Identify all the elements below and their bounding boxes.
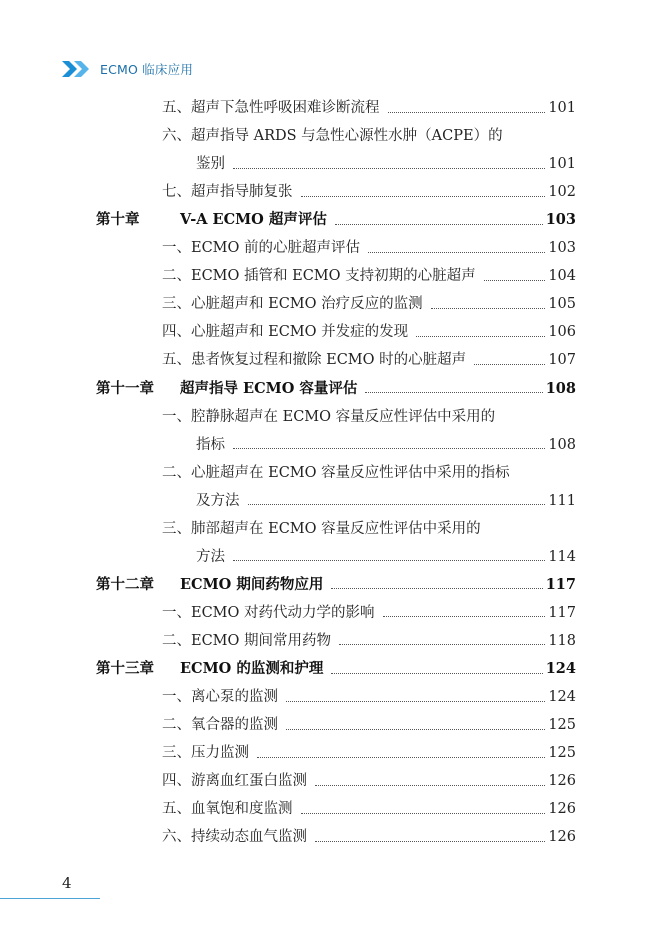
section-number: 四、 xyxy=(162,773,191,790)
leader-dots xyxy=(286,701,545,702)
leader-dots xyxy=(315,841,545,842)
section-number: 三、 xyxy=(162,745,191,762)
page-ref: 126 xyxy=(548,829,576,846)
toc-entry-row[interactable] xyxy=(162,631,576,651)
section-number: 一、 xyxy=(162,408,191,425)
chapter-number: 第十二章 xyxy=(96,575,154,593)
toc-entry-row[interactable] xyxy=(196,491,576,511)
leader-dots xyxy=(431,308,546,309)
toc-chapter-row[interactable] xyxy=(96,659,576,679)
page-ref: 105 xyxy=(548,296,576,313)
page-ref: 108 xyxy=(548,436,576,453)
entry-title: 氧合器的监测 xyxy=(191,717,278,734)
page-ref: 106 xyxy=(548,324,576,341)
footer-rule xyxy=(0,898,100,899)
page-ref: 103 xyxy=(548,240,576,257)
page-ref: 124 xyxy=(545,660,576,677)
entry-title: V-A ECMO 超声评估 xyxy=(180,211,327,229)
toc-entry-row[interactable] xyxy=(196,547,576,567)
entry-title: 肺部超声在 ECMO 容量反应性评估中采用的 xyxy=(191,520,481,537)
section-number: 五、 xyxy=(162,352,191,369)
page-ref: 101 xyxy=(548,156,576,173)
page-ref: 102 xyxy=(548,184,576,201)
leader-dots xyxy=(484,280,546,281)
toc-entry-row[interactable] xyxy=(162,266,576,286)
entry-title: ECMO 期间常用药物 xyxy=(191,632,332,649)
leader-dots xyxy=(368,252,545,253)
leader-dots xyxy=(315,785,545,786)
entry-title: 腔静脉超声在 ECMO 容量反应性评估中采用的 xyxy=(191,408,496,425)
section-number: 七、 xyxy=(162,184,191,201)
page-ref: 107 xyxy=(548,352,576,369)
page-ref: 117 xyxy=(548,604,576,621)
page-ref: 124 xyxy=(548,689,576,706)
leader-dots xyxy=(257,757,545,758)
entry-title: ECMO 插管和 ECMO 支持初期的心脏超声 xyxy=(191,268,476,285)
leader-dots xyxy=(416,336,545,337)
toc-entry-row[interactable] xyxy=(162,771,576,791)
section-number: 一、 xyxy=(162,240,191,257)
entry-title: 超声指导 ARDS 与急性心源性水肿（ACPE）的 xyxy=(191,128,503,145)
entry-title: 持续动态血气监测 xyxy=(191,829,307,846)
leader-dots xyxy=(301,196,546,197)
toc-chapter-row[interactable] xyxy=(96,379,576,399)
entry-title: 超声下急性呼吸困难诊断流程 xyxy=(191,100,380,116)
leader-dots xyxy=(233,560,545,561)
section-number: 二、 xyxy=(162,632,191,649)
leader-dots xyxy=(286,729,545,730)
entry-title: 指标 xyxy=(196,436,225,453)
leader-dots xyxy=(388,112,546,113)
leader-dots xyxy=(233,448,545,449)
leader-dots xyxy=(335,224,543,225)
toc-entry-row[interactable] xyxy=(196,435,576,455)
page-ref: 117 xyxy=(545,575,576,593)
leader-dots xyxy=(365,392,542,393)
entry-title: 患者恢复过程和撤除 ECMO 时的心脏超声 xyxy=(191,352,467,369)
page-ref: 125 xyxy=(548,745,576,762)
entry-title: 心脏超声在 ECMO 容量反应性评估中采用的指标 xyxy=(191,464,510,481)
toc-entry-row[interactable] xyxy=(162,687,576,707)
toc-chapter-row[interactable] xyxy=(96,210,576,230)
page-ref: 126 xyxy=(548,801,576,818)
section-number: 一、 xyxy=(162,604,191,621)
toc-entry-row[interactable] xyxy=(162,603,576,623)
entry-title: ECMO 对药代动力学的影响 xyxy=(191,604,375,621)
double-chevron-right-icon xyxy=(62,61,92,77)
entry-title: 心脏超声和 ECMO 治疗反应的监测 xyxy=(191,296,423,313)
entry-title: 超声指导肺复张 xyxy=(191,184,293,201)
page-ref: 101 xyxy=(548,100,576,116)
section-number: 四、 xyxy=(162,324,191,341)
toc-entry-row[interactable] xyxy=(162,322,576,342)
header-title: ECMO 临床应用 xyxy=(100,62,194,77)
entry-title: ECMO 期间药物应用 xyxy=(180,575,324,593)
page-number: 4 xyxy=(62,874,72,892)
section-number: 三、 xyxy=(162,520,191,537)
toc-entry-row[interactable] xyxy=(162,407,495,427)
toc-entry-row[interactable] xyxy=(162,743,576,763)
toc-entry-row[interactable] xyxy=(162,238,576,258)
page-ref: 126 xyxy=(548,773,576,790)
chapter-number: 第十三章 xyxy=(96,660,154,677)
section-number: 三、 xyxy=(162,296,191,313)
page-ref: 104 xyxy=(548,268,576,285)
leader-dots xyxy=(474,364,545,365)
toc-entry-row[interactable] xyxy=(162,98,576,118)
leader-dots xyxy=(339,644,545,645)
section-number: 二、 xyxy=(162,717,191,734)
page-ref: 108 xyxy=(545,379,576,397)
toc-entry-row[interactable] xyxy=(162,350,576,370)
leader-dots xyxy=(301,813,546,814)
entry-title: 心脏超声和 ECMO 并发症的发现 xyxy=(191,324,409,341)
toc-entry-row[interactable] xyxy=(162,463,510,483)
page-ref: 125 xyxy=(548,717,576,734)
toc-entry-row[interactable] xyxy=(162,182,576,202)
page-ref: 103 xyxy=(545,211,576,229)
toc-entry-row[interactable] xyxy=(162,799,576,819)
entry-title: 鉴别 xyxy=(196,156,225,173)
page-ref: 118 xyxy=(548,632,576,649)
leader-dots xyxy=(233,168,545,169)
entry-title: 方法 xyxy=(196,548,225,565)
page-ref: 111 xyxy=(548,492,576,509)
entry-title: 超声指导 ECMO 容量评估 xyxy=(180,379,358,397)
section-number: 二、 xyxy=(162,268,191,285)
entry-title: 及方法 xyxy=(196,492,240,509)
toc-entry-row[interactable] xyxy=(162,715,576,735)
leader-dots xyxy=(248,504,546,505)
running-header xyxy=(62,58,193,80)
toc-entry-row[interactable] xyxy=(162,126,503,146)
section-number: 五、 xyxy=(162,801,191,818)
entry-title: ECMO 前的心脏超声评估 xyxy=(191,240,361,257)
toc-entry-row[interactable] xyxy=(162,294,576,314)
entry-title: ECMO 的监测和护理 xyxy=(180,660,324,677)
toc-entry-row[interactable] xyxy=(196,154,576,174)
section-number: 五、 xyxy=(162,100,191,116)
chapter-number: 第十一章 xyxy=(96,379,154,397)
leader-dots xyxy=(331,588,542,589)
section-number: 一、 xyxy=(162,689,191,706)
toc-entry-row[interactable] xyxy=(162,519,481,539)
entry-title: 游离血红蛋白监测 xyxy=(191,773,307,790)
entry-title: 压力监测 xyxy=(191,745,249,762)
page-ref: 114 xyxy=(548,548,576,565)
entry-title: 离心泵的监测 xyxy=(191,689,278,706)
toc-chapter-row[interactable] xyxy=(96,575,576,595)
section-number: 二、 xyxy=(162,464,191,481)
section-number: 六、 xyxy=(162,128,191,145)
chapter-number: 第十章 xyxy=(96,211,140,229)
leader-dots xyxy=(383,616,546,617)
section-number: 六、 xyxy=(162,829,191,846)
leader-dots xyxy=(331,673,542,674)
entry-title: 血氧饱和度监测 xyxy=(191,801,293,818)
toc-entry-row[interactable] xyxy=(162,827,576,847)
